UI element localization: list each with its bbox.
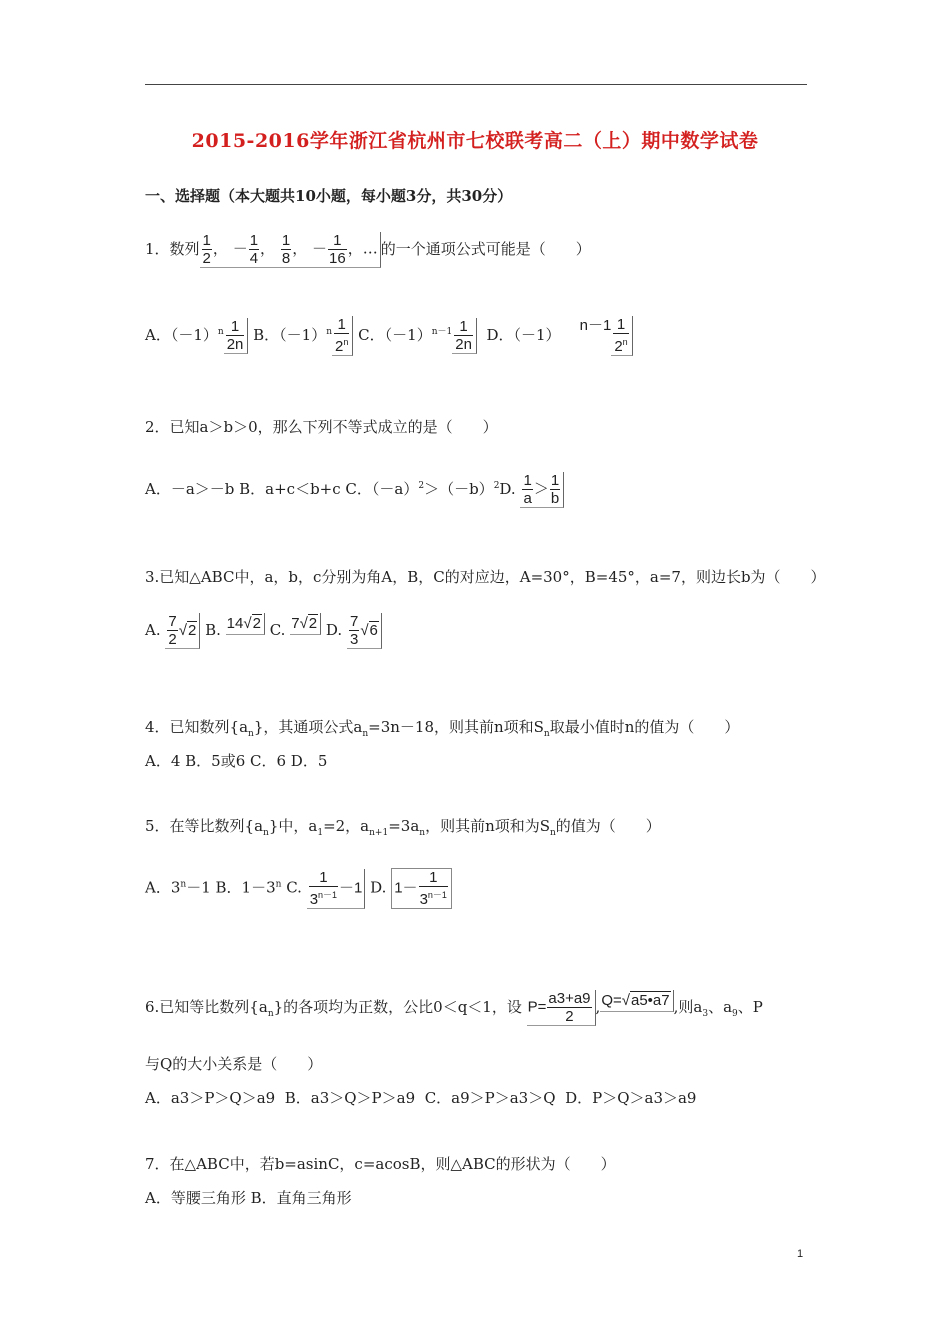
q1-suffix: 的一个通项公式可能是（ ）: [380, 240, 591, 258]
question-1-options: A．$(-1)^n$ $\frac{1}{2n}$ B．$(-1)^n$ $\frac{1}{2^n}$ C．$(-1)^{n-1}$ $\frac{1}{2n}$ D．（－1） n－1 $\frac{1}{2^n}$: [145, 316, 633, 356]
question-4-options: A．4 B．5或6 C．6 D．5: [145, 752, 328, 770]
question-3: 3.已知△ABC中，a，b，c分别为角A，B，C的对应边，A=30°，B=45°，a=7，则边长b为（ ）: [145, 568, 826, 586]
section-heading: 一、选择题（本大题共10小题，每小题3分，共30分）: [145, 187, 513, 205]
question-4: 4．已知数列$\{a_n\}$，其通项公式$a_n=3n-18$，则其前n项和$S_n$取最小值时n的值为（ ）: [145, 718, 740, 739]
question-2-options: A．－a＞－b B．a+c＜b+c C．$(-a)^2>(-b)^2D$. $\frac{1}{a}$ ＞ $\frac{1}{b}$: [145, 472, 564, 508]
fraction: $\frac{1}{16}$: [329, 232, 346, 267]
question-6-line-2: 与Q的大小关系是（ ）: [145, 1055, 323, 1073]
q1-prefix: 1．数列: [145, 240, 200, 258]
fraction: $\frac{1}{2}$: [202, 232, 211, 267]
question-7-options: A．等腰三角形 B．直角三角形: [145, 1189, 352, 1207]
fraction: $\frac{1}{8}$: [281, 232, 291, 267]
question-2: 2．已知a＞b＞0，那么下列不等式成立的是（ ）: [145, 418, 498, 436]
question-5-options: A．$3^n-1$ B．$1-3^n$ C. $\frac{1}{3^{n-1}}$ －1 D. 1－ $\frac{1}{3^{n-1}}$: [145, 868, 452, 909]
question-5: 5．在等比数列$\{a_n\}$中，$a_1=2$，$a_{n+1}=3a_n$，则其前n项和为$S_n$的值为（ ）: [145, 817, 661, 838]
page-title: 2015-2016学年浙江省杭州市七校联考高二（上）期中数学试卷: [191, 130, 759, 152]
page-number: 1: [797, 1248, 804, 1260]
question-1: [145, 232, 591, 268]
question-6-options: A．a3＞P＞Q＞a9 B．a3＞Q＞P＞a9 C．a9＞P＞a3＞Q D．P＞Q＞a3＞a9: [145, 1089, 697, 1107]
question-7: 7．在△ABC中，若b=asinC，c=acosB，则△ABC的形状为（ ）: [145, 1155, 616, 1173]
header-rule: [145, 84, 807, 85]
question-6: 6.已知等比数列$\{a_n\}$的各项均为正数，公比0＜q＜1，设 P= $\frac{a3+a9}{2}$ ,Q=√a5•a7 ,则$a_3$、$a_9$、P: [145, 990, 763, 1025]
question-3-options: A. $\frac{7}{2}$ √2 B. 14√2 C. 7√2 D. $\frac{7}{3}$ √6: [145, 613, 382, 649]
fraction: $\frac{1}{4}$: [249, 232, 259, 267]
q1-sequence: $\frac{1}{2}$ ， － $\frac{1}{4}$ ， $\frac{1}{8}$ ， － $\frac{1}{16}$ ，…: [200, 232, 381, 268]
